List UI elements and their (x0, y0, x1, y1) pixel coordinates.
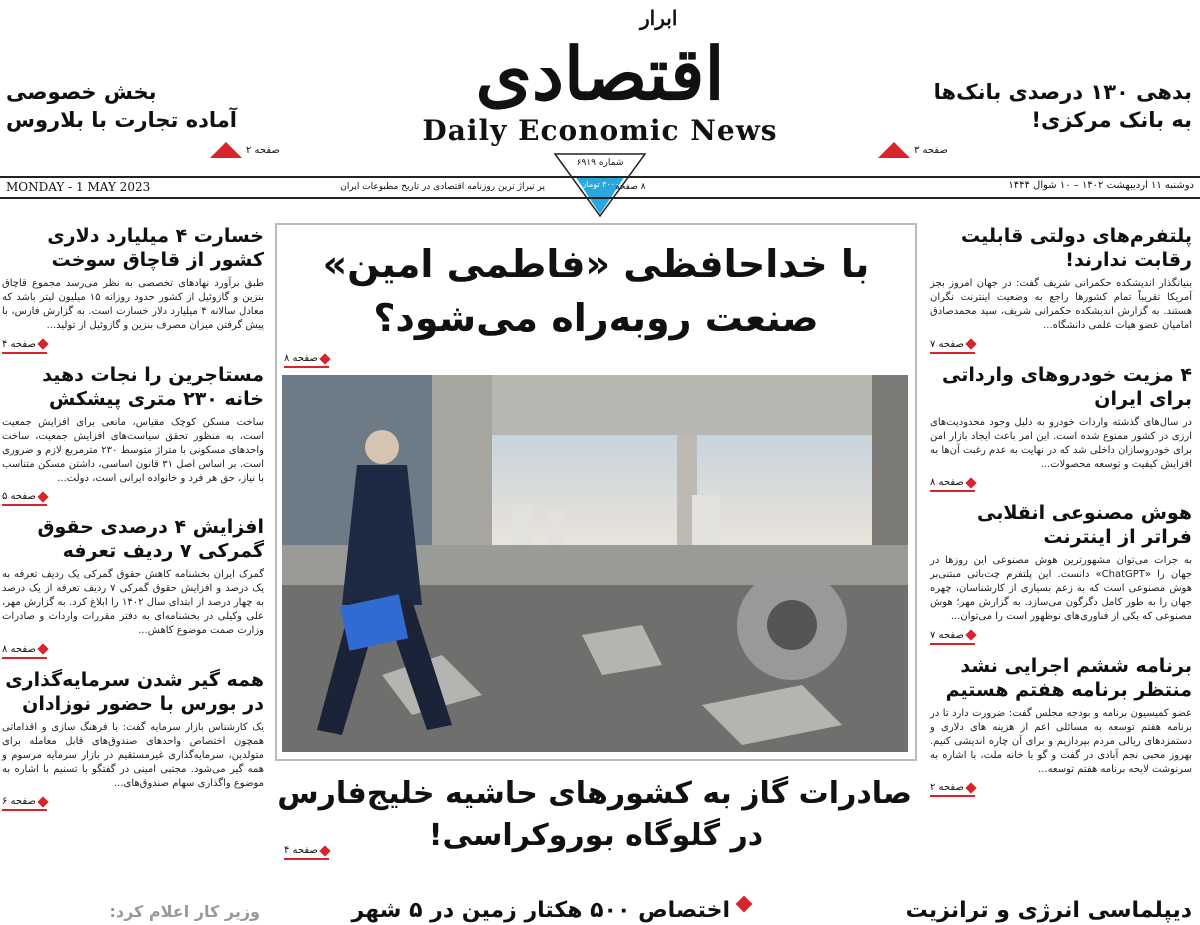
diamond-icon (965, 629, 976, 640)
page-ref: صفحه ۸ (930, 477, 964, 488)
page-link[interactable] (930, 338, 975, 354)
teaser-title: بخش خصوصی (6, 80, 157, 104)
left-story-4[interactable] (2, 668, 264, 812)
diamond-icon (736, 896, 753, 913)
issue-number: شماره ۶۹۱۹ (576, 158, 624, 168)
second-headline-1: صادرات گاز به کشورهای حاشیه خلیج‌فارس (277, 776, 912, 811)
left-story-1[interactable] (2, 224, 264, 354)
teaser-left-page[interactable] (210, 142, 280, 158)
story-title: افزایش ۴ درصدی حقوق گمرکی ۷ ردیف تعرفه (37, 516, 264, 562)
page-ref: صفحه ۸ (2, 643, 36, 655)
left-story-3[interactable] (2, 515, 264, 659)
page-link[interactable] (2, 338, 47, 354)
story-body: در سال‌های گذشته واردات خودرو به دلیل وجود محدودیت‌های ارزی در کشور ممنوع شده است. این امر باعث ایجاد بازار امن برای خودروسازان داخلی شد که در نهایت به عدم رغبت آن‌ها به افزایش کیفیت و توسعه محصولات... (930, 416, 1192, 470)
page-ref: صفحه ۵ (2, 491, 36, 502)
triangle-icon (878, 142, 910, 158)
page-ref: صفحه ۷ (930, 629, 964, 641)
diamond-icon (319, 353, 330, 364)
second-headline-2: در گلوگاه بوروکراسی! (428, 818, 764, 853)
story-title: ۴ مزیت خودروهای وارداتی برای ایران (942, 363, 1192, 410)
main-story-page[interactable] (284, 352, 329, 368)
diamond-icon (37, 338, 48, 349)
bottom-right-headline[interactable]: دیپلماسی انرژی و ترانزیت (905, 898, 1192, 923)
story-body: به جرات می‌توان مشهورترین هوش مصنوعی این روزها در جهان را «ChatGPT» دانست. این پلتفرم چت‌باتی مبتنی‌بر هوش مصنوعی است که به زعم بسیاری از کارشناسان، چهره جهان را به طور کامل دگرگون می‌سازد. به گزارش مهر؛ هوش مصنوعی که یکی از فناوری‌های نوظهور است را می‌توان... (930, 555, 1193, 622)
story-title: برنامه ششم اجرایی نشد منتظر برنامه هفتم هستیم (945, 654, 1192, 701)
page-link[interactable] (930, 476, 975, 492)
bottom-center-headline[interactable]: اختصاص ۵۰۰ هکتار زمین در ۵ شهر (351, 898, 730, 923)
page-link[interactable] (930, 781, 975, 797)
main-headline-1: با خداحافظی «فاطمی امین» (322, 242, 870, 286)
teaser-title: آماده تجارت با بلاروس (6, 108, 238, 132)
page-ref: صفحه ۸ (284, 353, 318, 364)
page-ref: صفحه ۷ (930, 338, 964, 350)
tagline: پر تیراژ ترین روزنامه اقتصادی در تاریخ مطبوعات ایران (340, 182, 545, 192)
page-link[interactable] (2, 490, 47, 506)
date-persian: دوشنبه ۱۱ اردیبهشت ۱۴۰۲ – ۱۰ شوال ۱۴۴۴ (1008, 180, 1194, 191)
page-ref: صفحه ۴ (2, 338, 36, 350)
right-column (930, 224, 1192, 797)
diamond-icon (965, 338, 976, 349)
page-link[interactable] (2, 795, 47, 811)
diamond-icon (319, 845, 330, 856)
story-body: ساخت مسکن کوچک مقیاس، مانعی برای افزایش جمعیت است، به منظور تحقق سیاست‌های افزایش جمعیت، ساخت واحدهای مسکونی با متراژ متوسط ۲۳۰ مترمربع لازم و ضروری است. بر اساس اصل ۳۱ قانون اساسی، داشتن مسکن متناسب با نیاز، حق هر فرد و خانواده ایرانی است، دولت... (2, 416, 265, 484)
page-ref: صفحه ۴ (284, 845, 318, 856)
page-count: ۸ صفحه (615, 182, 646, 192)
diamond-icon (37, 796, 48, 807)
story-body: یک کارشناس بازار سرمایه گفت: با فرهنگ سازی و اقداماتی همچون اختصاص واحدهای صندوق‌های قابل معامله برای متولدین، سرمایه‌گذاری غیرمستقیم در بازار سرمایه مرسوم و همه گیر می‌شود. مجتبی امینی در گفتگو با تسنیم با اشاره به موضوع واگذاری سهام صندوق‌های... (2, 721, 264, 789)
diamond-icon (37, 643, 48, 654)
page-ref: صفحه ۲ (246, 144, 280, 156)
diamond-icon (37, 491, 48, 502)
logo-persian-small: ابرار (640, 6, 678, 30)
left-column (2, 224, 264, 811)
photo-illustration (282, 375, 908, 752)
story-title: هوش مصنوعی انقلابی فراتر از اینترنت (977, 502, 1192, 548)
logo-english: Daily Economic News (422, 114, 778, 147)
second-story-page[interactable] (284, 844, 329, 860)
story-body: بنیانگذار اندیشکده حکمرانی شریف گفت: در جهان امروز بجز آمریکا تقریباً تمام کشورها راجع به وضعیت اینترنت نگران هستند. به گزارش اندیشکده حکمرانی شریف، سید محمدصادق امامیان عضو هیات علمی دانشگاه... (930, 278, 1192, 331)
page-link[interactable] (2, 643, 47, 659)
triangle-icon (210, 142, 242, 158)
story-body: گمرک ایران بخشنامه کاهش حقوق گمرکی یک ردیف تعرفه به یک درصد و افزایش حقوق گمرکی ۷ ردیف تعرفه از یک درصد به چهار درصد از ابتدای سال ۱۴۰۲ را ابلاغ کرد. به گزارش مهر، علی وکیلی در بخشنامه‌ای به دفتر مقررات واردات و صادرات وزارت صمت موضوع کاهش... (2, 569, 264, 636)
main-headline-2: صنعت روبه‌راه می‌شود؟ (373, 296, 819, 340)
right-story-4[interactable] (930, 654, 1192, 798)
diamond-icon (965, 477, 976, 488)
price: ۳۰۰۰ تومان (580, 180, 620, 189)
top-teaser-right[interactable] (892, 78, 1192, 134)
story-body: طبق برآورد نهادهای تخصصی به نظر می‌رسد مجموع قاچاق بنزین و گازوئیل از کشور حدود روزانه ۱۵ میلیون لیتر باشد که معادل سالانه ۴ میلیارد دلار خسارت است. به گزارش فارس، با پیش گرفتن میزان مصرف بنزین و گازوئیل از تولید... (2, 278, 264, 331)
story-title: خسارت ۴ میلیارد دلاری کشور از قاچاق سوخت (47, 225, 264, 271)
page-ref: صفحه ۶ (2, 796, 36, 807)
right-story-1[interactable] (930, 224, 1192, 354)
bottom-left-headline[interactable]: وزیر کار اعلام کرد: (109, 902, 260, 921)
story-title: همه گیر شدن سرمایه‌گذاری در بورس با حضور نوزادان (5, 668, 264, 715)
story-body: عضو کمیسیون برنامه و بودجه مجلس گفت: ضرورت دارد تا در برنامه هفتم توسعه به مسائلی اعم از هزینه های دلاری و دستمزدهای ریالی مردم بپردازیم و برای آن چاره اندیشی کنیم. بهروز محبی نجم آبادی در گفت و گو با خانه ملت، با اشاره به سرنوشت لایحه برنامه هفتم توسعه... (930, 707, 1192, 775)
top-teaser-left[interactable] (6, 78, 306, 134)
main-photo (282, 375, 908, 752)
story-title: پلتفرم‌های دولتی قابلیت رقابت ندارند! (960, 225, 1192, 271)
left-story-2[interactable] (2, 363, 264, 507)
logo-persian: اقتصادی (475, 31, 725, 116)
diamond-icon (965, 782, 976, 793)
page-link[interactable] (930, 629, 975, 645)
story-title: مستاجرین را نجات دهید خانه ۲۳۰ متری پیشکش (42, 363, 264, 410)
teaser-right-page[interactable] (878, 142, 948, 158)
page-ref: صفحه ۲ (930, 782, 964, 793)
page-ref: صفحه ۳ (914, 144, 948, 156)
teaser-title: به بانک مرکزی! (1031, 108, 1192, 132)
teaser-title: بدهی ۱۳۰ درصدی بانک‌ها (933, 80, 1192, 104)
right-story-3[interactable] (930, 501, 1192, 645)
right-story-2[interactable] (930, 363, 1192, 493)
date-english: MONDAY - 1 MAY 2023 (6, 180, 151, 194)
